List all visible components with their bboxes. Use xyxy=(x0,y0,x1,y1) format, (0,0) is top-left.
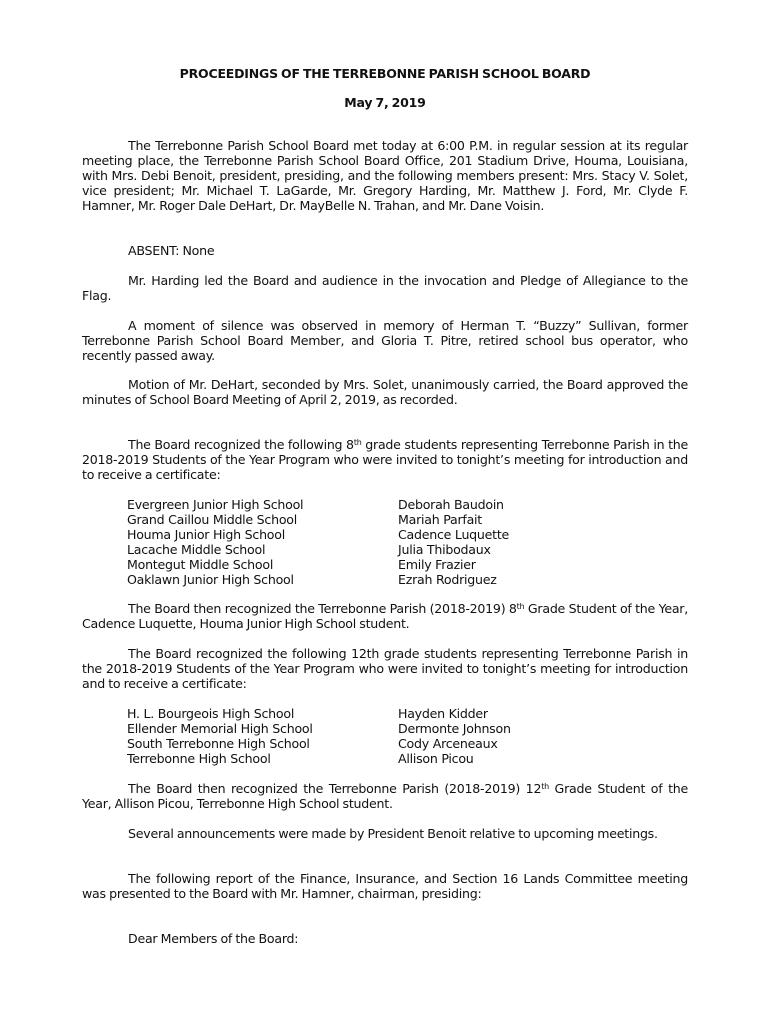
paragraph-12th-grade-intro: The Board recognized the following 12th grade students representing Terrebonne Parish in the 2018-2019 Students of the Year Program who were invited to tonight’s meeting for introduction and to receive a certificate: xyxy=(82,646,688,691)
list-item xyxy=(127,706,488,721)
paragraph-8th-grade-winner xyxy=(82,601,688,631)
paragraph-8th-winner-text-a: The Board then recognized the Terrebonne Parish (2018-2019) 8 xyxy=(128,601,517,616)
school-name: South Terrebonne High School xyxy=(127,736,310,751)
student-name: Deborah Baudoin xyxy=(398,497,504,512)
school-name: Oaklawn Junior High School xyxy=(127,572,294,587)
list-item xyxy=(127,736,498,751)
paragraph-12th-winner-text-a: The Board then recognized the Terrebonne Parish (2018-2019) 12 xyxy=(128,781,542,796)
paragraph-moment-of-silence: A moment of silence was observed in memory of Herman T. “Buzzy” Sullivan, former Terrebonne Parish School Board Member, and Gloria T. Pitre, retired school bus operator, who recently passed away. xyxy=(82,318,688,363)
document-title: PROCEEDINGS OF THE TERREBONNE PARISH SCHOOL BOARD xyxy=(179,66,591,81)
document-date: May 7, 2019 xyxy=(344,95,426,110)
paragraph-8th-winner-text-b: Grade Student of the Year, Cadence Luquette, Houma Junior High School student. xyxy=(82,601,688,631)
list-item xyxy=(127,542,491,557)
list-item xyxy=(127,721,511,736)
school-name: Grand Caillou Middle School xyxy=(127,512,297,527)
list-item xyxy=(127,751,474,766)
list-item xyxy=(127,512,482,527)
school-name: Houma Junior High School xyxy=(127,527,285,542)
list-item xyxy=(127,497,504,512)
student-name: Allison Picou xyxy=(398,751,474,766)
school-name: Ellender Memorial High School xyxy=(127,721,313,736)
paragraph-8th-grade-text-a: The Board recognized the following 8 xyxy=(128,437,354,452)
student-name: Hayden Kidder xyxy=(398,706,488,721)
school-name: H. L. Bourgeois High School xyxy=(127,706,295,721)
student-name: Emily Frazier xyxy=(398,557,476,572)
paragraph-salutation: Dear Members of the Board: xyxy=(128,931,299,946)
student-name: Cadence Luquette xyxy=(398,527,510,542)
school-name: Terrebonne High School xyxy=(127,751,271,766)
paragraph-finance-committee: The following report of the Finance, Insurance, and Section 16 Lands Committee meeting was presented to the Board with Mr. Hamner, chairman, presiding: xyxy=(82,871,688,901)
student-name: Dermonte Johnson xyxy=(398,721,511,736)
student-name: Julia Thibodaux xyxy=(398,542,491,557)
paragraph-announcements: Several announcements were made by President Benoit relative to upcoming meetings. xyxy=(128,826,658,841)
school-name: Montegut Middle School xyxy=(127,557,274,572)
school-name: Lacache Middle School xyxy=(127,542,266,557)
list-item xyxy=(127,557,476,572)
list-item xyxy=(127,527,510,542)
paragraph-8th-grade-intro xyxy=(82,437,688,482)
paragraph-absent: ABSENT: None xyxy=(128,243,215,258)
student-name: Mariah Parfait xyxy=(398,512,482,527)
student-name: Cody Arceneaux xyxy=(398,736,498,751)
paragraph-12th-grade-winner xyxy=(82,781,688,811)
superscript-th: th xyxy=(353,438,362,447)
paragraph-12th-winner-text-b: Grade Student of the Year, Allison Picou, Terrebonne High School student. xyxy=(82,781,688,811)
paragraph-8th-grade-text-b: grade students representing Terrebonne Parish in the 2018-2019 Students of the Year Program who were invited to tonight’s meeting for introduction and to receive a certificate: xyxy=(82,437,688,482)
school-name: Evergreen Junior High School xyxy=(127,497,304,512)
superscript-th: th xyxy=(541,782,549,791)
list-item xyxy=(127,572,497,587)
superscript-th: th xyxy=(516,602,525,611)
paragraph-motion: Motion of Mr. DeHart, seconded by Mrs. Solet, unanimously carried, the Board approved the minutes of School Board Meeting of April 2, 2019, as recorded. xyxy=(82,377,688,407)
student-name: Ezrah Rodriguez xyxy=(398,572,497,587)
paragraph-invocation: Mr. Harding led the Board and audience in the invocation and Pledge of Allegiance to the Flag. xyxy=(82,273,688,303)
paragraph-meeting: The Terrebonne Parish School Board met today at 6:00 P.M. in regular session at its regular meeting place, the Terrebonne Parish School Board Office, 201 Stadium Drive, Houma, Louisiana, with Mrs. Debi Benoit, president, presiding, and the following members present: Mrs. Stacy V. Solet, vice president; Mr. Michael T. LaGarde, Mr. Gregory Harding, Mr. Matthew J. Ford, Mr. Clyde F. Hamner, Mr. Roger Dale DeHart, Dr. MayBelle N. Trahan, and Mr. Dane Voisin. xyxy=(82,138,688,213)
